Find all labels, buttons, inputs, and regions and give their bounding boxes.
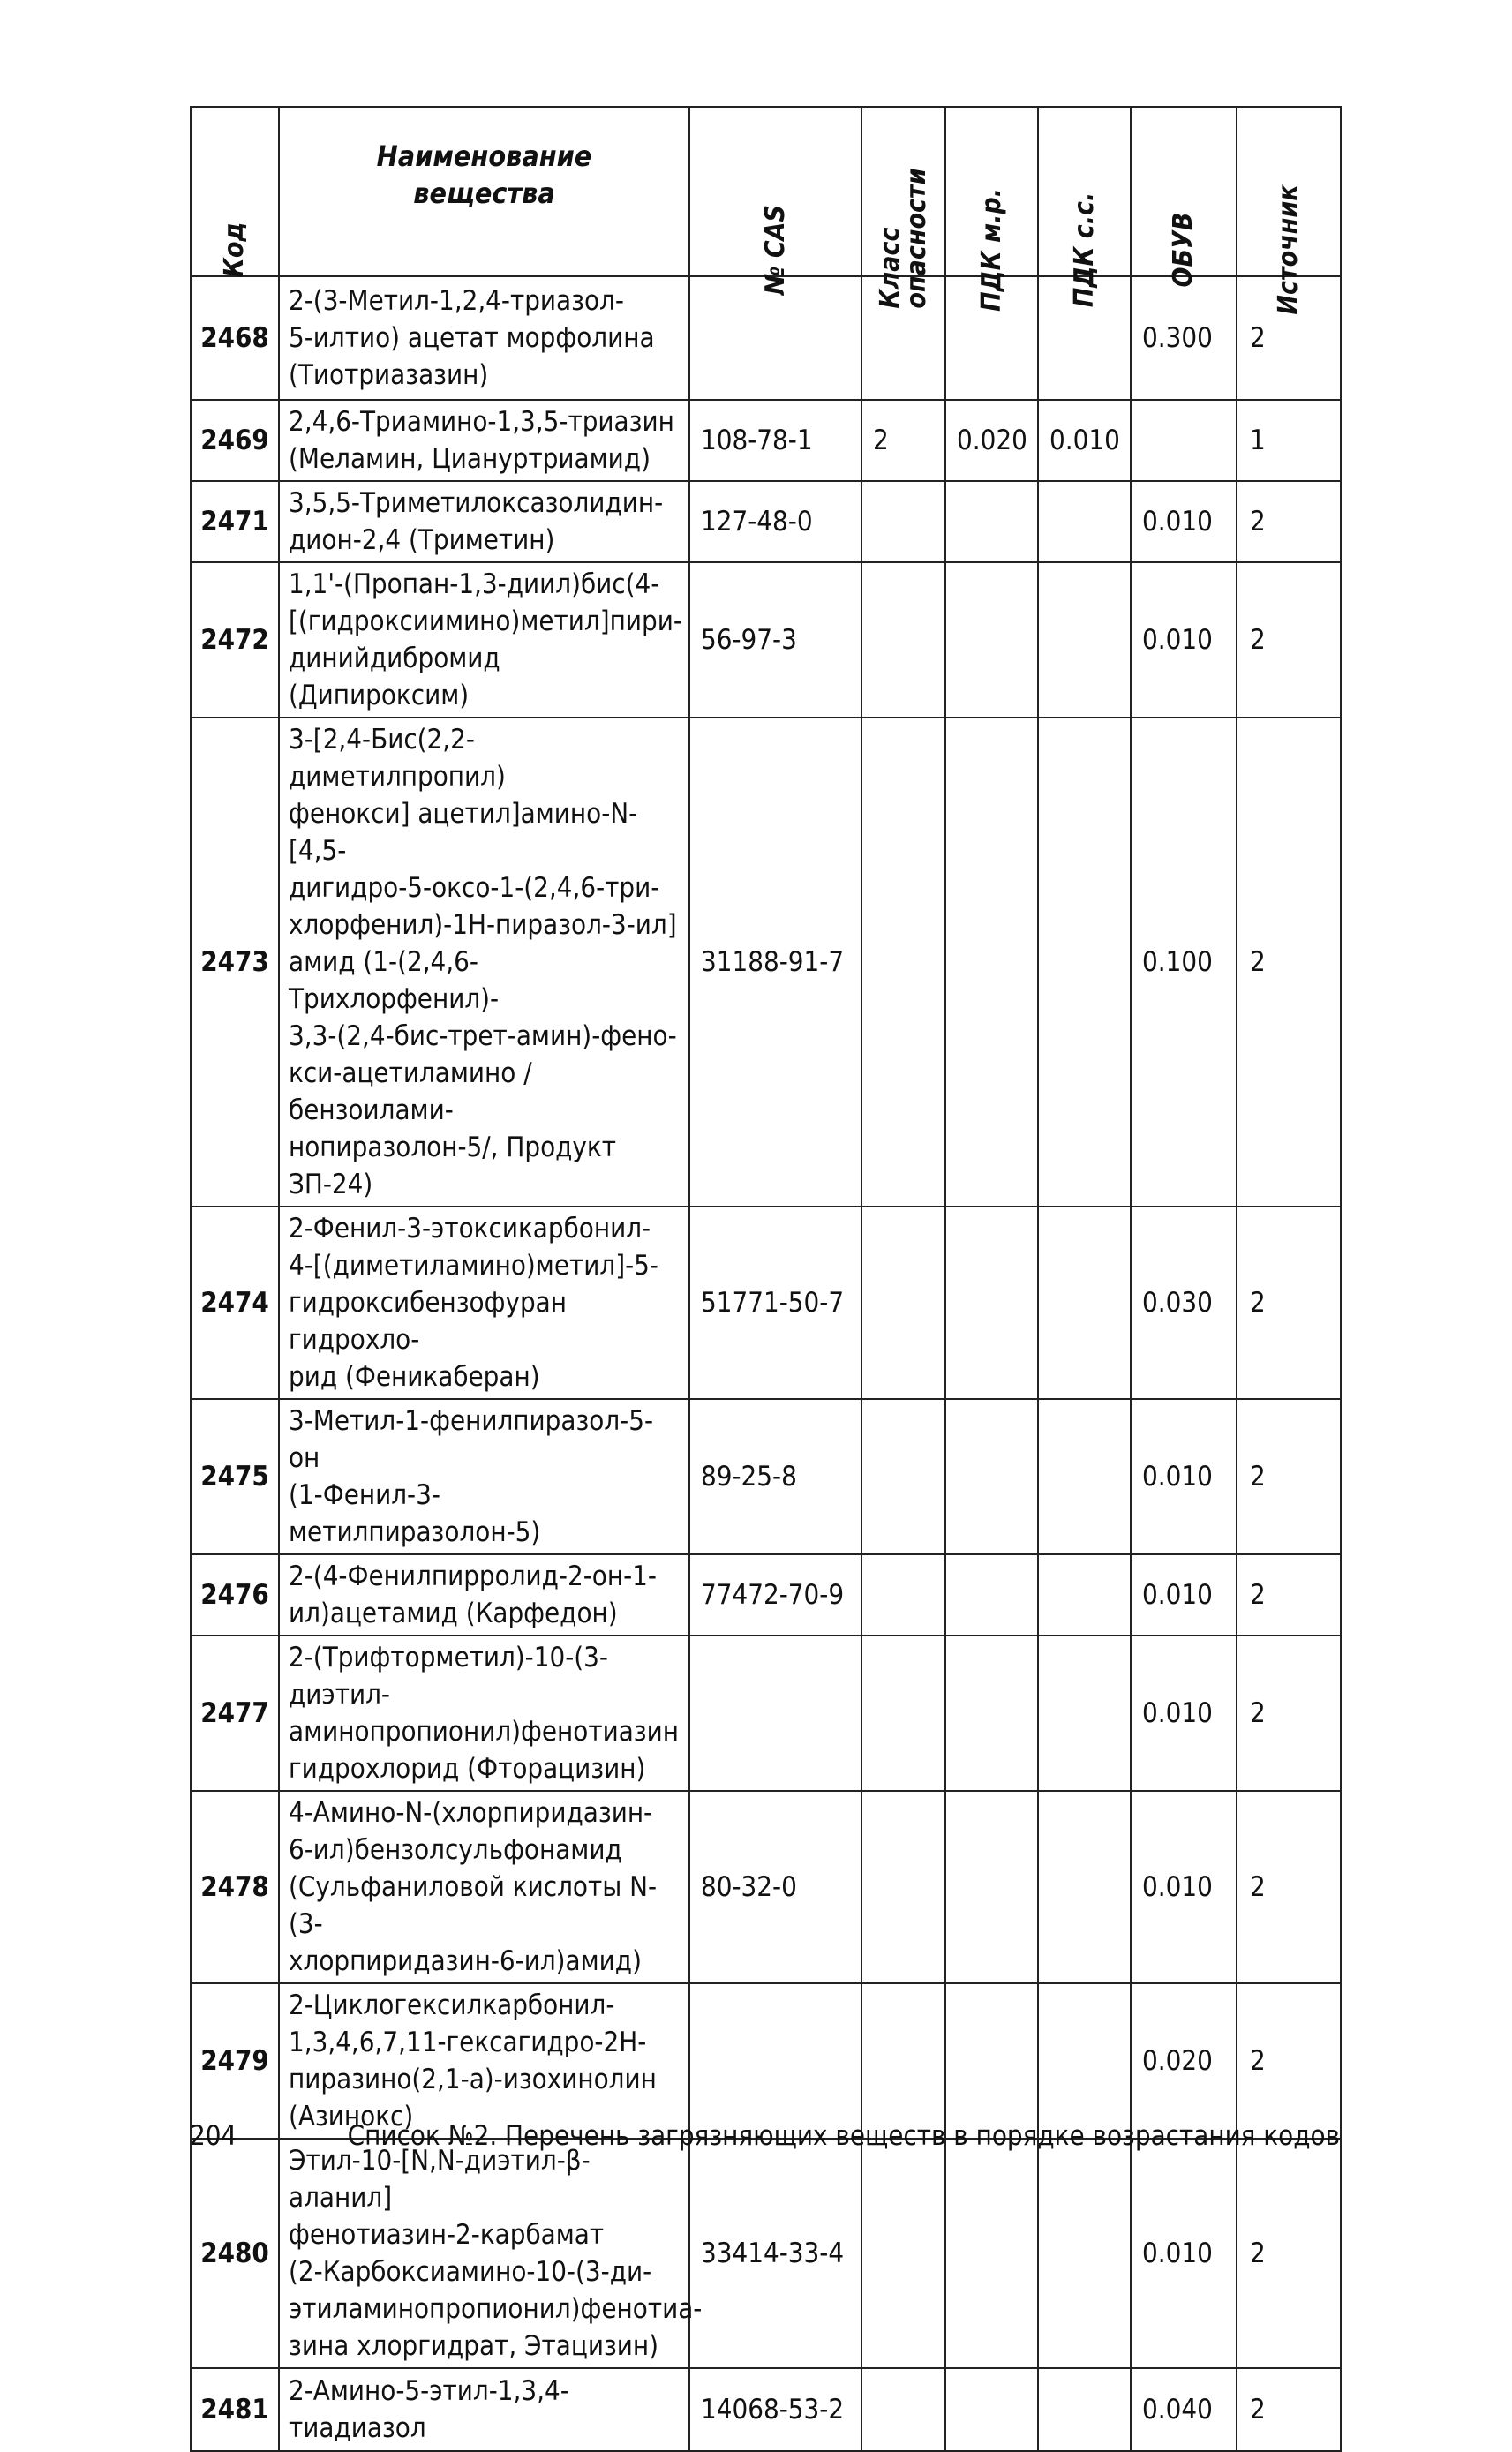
header-cas <box>689 107 861 295</box>
source-cell: 2 <box>1237 481 1341 562</box>
code-cell: 2478 <box>191 1791 279 1983</box>
header-name-label: Наименование вещества <box>376 139 592 210</box>
table-row <box>191 2139 1341 2368</box>
pdk-ss-cell <box>1038 718 1131 1207</box>
substance-name-cell: Этил-10-[N,N-диэтил-β-аланил] фенотиазин-2-карбамат (2-Карбоксиамино-10-(3-ди- этиламинопропионил)фенотиа- зина хлоргидрат, Этацизин) <box>279 2139 689 2368</box>
pdk-mr-cell <box>945 2368 1038 2451</box>
source-cell: 2 <box>1237 2139 1341 2368</box>
table-row <box>191 1791 1341 1983</box>
cas-cell: 31188-91-7 <box>689 718 861 1207</box>
obuv-cell: 0.030 <box>1131 1207 1237 1399</box>
substance-name-cell: 2-Фенил-3-этоксикарбонил- 4-[(диметиламино)метил]-5- гидроксибензофуран гидрохло- рид (Феникаберан) <box>279 1207 689 1399</box>
substance-name-cell: 2-(3-Метил-1,2,4-триазол- 5-илтио) ацетат морфолина (Тиотриазазин) <box>279 276 689 400</box>
substance-name-cell: 3-[2,4-Бис(2,2-диметилпропил) фенокси] ацетил]амино-N-[4,5- дигидро-5-оксо-1-(2,4,6-три- хлорфенил)-1Н-пиразол-3-ил] амид (1-(2,4,6-Трихлорфенил)- 3,3-(2,4-бис-трет-амин)-фено- кси-ацетиламино /бензоилами- нопиразолон-5/, Продукт ЗП-24) <box>279 718 689 1207</box>
header-pdk-ss-label: ПДК с.с. <box>1068 192 1100 308</box>
pdk-mr-cell <box>945 1207 1038 1399</box>
table-row <box>191 1399 1341 1554</box>
pdk-ss-cell <box>1038 481 1131 562</box>
substance-name-cell: 2-Циклогексилкарбонил- 1,3,4,6,7,11-гексагидро-2Н- пиразино(2,1-а)-изохинолин (Азинокс) <box>279 1983 689 2139</box>
table-row <box>191 2368 1341 2451</box>
table-row <box>191 400 1341 481</box>
cas-cell: 56-97-3 <box>689 562 861 718</box>
pdk-mr-cell <box>945 1554 1038 1636</box>
source-cell: 1 <box>1237 400 1341 481</box>
obuv-cell: 0.010 <box>1131 1399 1237 1554</box>
code-cell: 2471 <box>191 481 279 562</box>
header-pdk-mr-label: ПДК м.р. <box>975 188 1007 312</box>
code-cell: 2475 <box>191 1399 279 1554</box>
cas-cell: 127-48-0 <box>689 481 861 562</box>
cas-cell: 89-25-8 <box>689 1399 861 1554</box>
cas-cell <box>689 1636 861 1791</box>
substance-name-cell: 1,1'-(Пропан-1,3-диил)бис(4- [(гидроксиимино)метил]пири- динийдибромид (Дипироксим) <box>279 562 689 718</box>
pdk-mr-cell <box>945 2139 1038 2368</box>
header-hazard-class <box>861 107 945 309</box>
pdk-ss-cell <box>1038 2139 1131 2368</box>
source-cell: 2 <box>1237 1636 1341 1791</box>
source-cell: 2 <box>1237 276 1341 400</box>
obuv-cell: 0.100 <box>1131 718 1237 1207</box>
cas-cell: 80-32-0 <box>689 1791 861 1983</box>
table-row <box>191 562 1341 718</box>
hazard-class-cell <box>861 718 945 1207</box>
pollutants-table <box>190 106 1342 2452</box>
header-obuv <box>1131 107 1237 288</box>
header-obuv-label: ОБУВ <box>1168 212 1199 288</box>
table-row <box>191 1554 1341 1636</box>
header-name <box>279 107 689 276</box>
pdk-mr-cell <box>945 1983 1038 2139</box>
hazard-class-cell <box>861 481 945 562</box>
substance-name-cell: 2-Амино-5-этил-1,3,4- тиадиазол <box>279 2368 689 2451</box>
obuv-cell: 0.010 <box>1131 1554 1237 1636</box>
pdk-ss-cell <box>1038 1207 1131 1399</box>
hazard-class-cell <box>861 1399 945 1554</box>
substance-name-cell: 3-Метил-1-фенилпиразол-5-он (1-Фенил-3-метилпиразолон-5) <box>279 1399 689 1554</box>
cas-cell: 33414-33-4 <box>689 2139 861 2368</box>
header-code <box>191 107 279 276</box>
pdk-ss-cell <box>1038 1554 1131 1636</box>
pdk-mr-cell <box>945 1399 1038 1554</box>
header-cas-label: № CAS <box>759 205 791 295</box>
obuv-cell: 0.010 <box>1131 481 1237 562</box>
hazard-class-cell: 2 <box>861 400 945 481</box>
header-source-label: Источник <box>1273 184 1304 315</box>
source-cell: 2 <box>1237 1791 1341 1983</box>
substance-name-cell: 2-(Трифторметил)-10-(3-диэтил- аминопропионил)фенотиазин гидрохлорид (Фторацизин) <box>279 1636 689 1791</box>
hazard-class-cell <box>861 1207 945 1399</box>
page-number: 204 <box>190 2120 237 2152</box>
substance-name-cell: 4-Амино-N-(хлорпиридазин- 6-ил)бензолсульфонамид (Сульфаниловой кислоты N-(3- хлорпиридазин-6-ил)амид) <box>279 1791 689 1983</box>
pdk-mr-cell <box>945 718 1038 1207</box>
code-cell: 2481 <box>191 2368 279 2451</box>
table-row <box>191 276 1341 400</box>
table-row <box>191 718 1341 1207</box>
hazard-class-cell <box>861 1554 945 1636</box>
hazard-class-cell <box>861 1983 945 2139</box>
pdk-ss-cell <box>1038 2368 1131 2451</box>
header-pdk-ss <box>1038 107 1131 308</box>
cas-cell: 14068-53-2 <box>689 2368 861 2451</box>
pdk-ss-cell <box>1038 1791 1131 1983</box>
code-cell: 2480 <box>191 2139 279 2368</box>
code-cell: 2477 <box>191 1636 279 1791</box>
table-row <box>191 1636 1341 1791</box>
pdk-mr-cell <box>945 1791 1038 1983</box>
footer-caption: Список №2. Перечень загрязняющих веществ в порядке возрастания кодов <box>347 2120 1340 2152</box>
obuv-cell: 0.300 <box>1131 276 1237 400</box>
substance-name-cell: 3,5,5-Триметилоксазолидин- дион-2,4 (Триметин) <box>279 481 689 562</box>
pdk-ss-cell <box>1038 1636 1131 1791</box>
pdk-mr-cell: 0.020 <box>945 400 1038 481</box>
table-header-row <box>191 107 1341 276</box>
code-cell: 2474 <box>191 1207 279 1399</box>
source-cell: 2 <box>1237 1207 1341 1399</box>
pdk-ss-cell <box>1038 1399 1131 1554</box>
pdk-mr-cell <box>945 1636 1038 1791</box>
source-cell: 2 <box>1237 1399 1341 1554</box>
pdk-ss-cell: 0.010 <box>1038 400 1131 481</box>
obuv-cell: 0.020 <box>1131 1983 1237 2139</box>
obuv-cell: 0.010 <box>1131 1636 1237 1791</box>
source-cell: 2 <box>1237 1983 1341 2139</box>
header-hazard-class-label: Класс опасности <box>874 168 932 309</box>
code-cell: 2469 <box>191 400 279 481</box>
header-pdk-mr <box>945 107 1038 312</box>
code-cell: 2479 <box>191 1983 279 2139</box>
cas-cell: 51771-50-7 <box>689 1207 861 1399</box>
pdk-ss-cell <box>1038 1983 1131 2139</box>
source-cell: 2 <box>1237 1554 1341 1636</box>
table-row <box>191 1207 1341 1399</box>
code-cell: 2468 <box>191 276 279 400</box>
cas-cell: 77472-70-9 <box>689 1554 861 1636</box>
substance-name-cell: 2-(4-Фенилпирролид-2-он-1- ил)ацетамид (Карфедон) <box>279 1554 689 1636</box>
pdk-mr-cell <box>945 481 1038 562</box>
obuv-cell: 0.040 <box>1131 2368 1237 2451</box>
pdk-ss-cell <box>1038 562 1131 718</box>
substance-name-cell: 2,4,6-Триамино-1,3,5-триазин (Меламин, Циануртриамид) <box>279 400 689 481</box>
table-row <box>191 1983 1341 2139</box>
pdk-mr-cell <box>945 562 1038 718</box>
cas-cell: 108-78-1 <box>689 400 861 481</box>
cas-cell <box>689 276 861 400</box>
source-cell: 2 <box>1237 718 1341 1207</box>
code-cell: 2476 <box>191 1554 279 1636</box>
table-row <box>191 481 1341 562</box>
obuv-cell <box>1131 400 1237 481</box>
obuv-cell: 0.010 <box>1131 562 1237 718</box>
hazard-class-cell <box>861 2368 945 2451</box>
header-code-label: Код <box>219 222 250 278</box>
hazard-class-cell <box>861 1636 945 1791</box>
obuv-cell: 0.010 <box>1131 1791 1237 1983</box>
hazard-class-cell <box>861 562 945 718</box>
hazard-class-cell <box>861 2139 945 2368</box>
source-cell: 2 <box>1237 2368 1341 2451</box>
source-cell: 2 <box>1237 562 1341 718</box>
code-cell: 2473 <box>191 718 279 1207</box>
header-source <box>1237 107 1341 315</box>
hazard-class-cell <box>861 1791 945 1983</box>
obuv-cell: 0.010 <box>1131 2139 1237 2368</box>
code-cell: 2472 <box>191 562 279 718</box>
cas-cell <box>689 1983 861 2139</box>
